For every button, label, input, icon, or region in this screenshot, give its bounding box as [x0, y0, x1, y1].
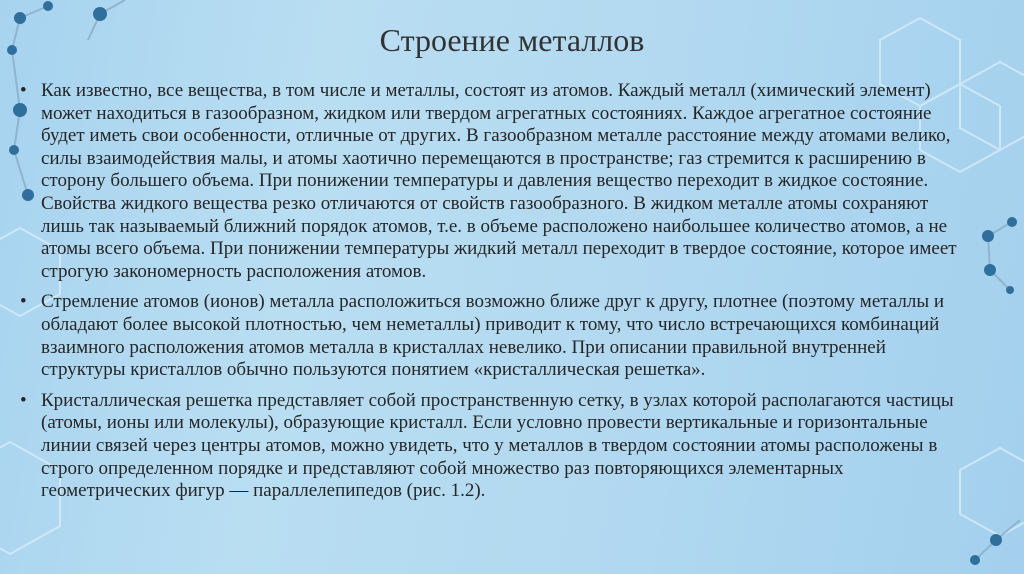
atom-node [984, 264, 996, 276]
atom-node [93, 7, 107, 21]
atom-node [1007, 217, 1017, 227]
atom-node [990, 534, 1002, 546]
bullet-text: Кристаллическая решетка представляет собой пространственную сетку, в узлах которой располагаются частицы (атомы, ионы или молекулы), образующие кристалл. Если условно провести вертикальные и горизонтальные линии связей через центры атомов, можно увидеть, что у металлов в твердом состоянии атомы расположены в строго определенном порядке и представляют собой множество раз повторяющихся элементарных геометрических фигур — параллелепипедов (рис. 1.2). [41, 389, 954, 502]
atom-node [43, 1, 53, 11]
bullet-marker: • [20, 80, 27, 101]
bullet-item [20, 390, 975, 503]
atom-node [9, 145, 19, 155]
bullet-item [20, 291, 975, 381]
atom-node [982, 230, 994, 242]
slide-title: Строение металлов [379, 22, 645, 58]
bullet-marker: • [20, 389, 27, 411]
bullet-item [20, 80, 975, 283]
bullet-text: Как известно, все вещества, в том числе и металлы, состоят из атомов. Каждый металл (химический элемент) может находиться в газообразном, жидком или твердом агрегатных состояниях. Каждое агрегатное состояние будет иметь свои особенности, отличные от других. В газообразном металле расстояние между атомами велико, силы взаимодействия малы, и атомы хаотично перемещаются в пространстве; газ стремится к расширению в сторону большего объема. При понижении температуры и давления вещество переходит в жидкое состояние. Свойства жидкого вещества резко отличаются от свойств газообразного. В жидком металле атомы сохраняют лишь так называемый ближний порядок атомов, т.е. в объеме расположено наибольшее количество атомов, а не атомы всего объема. При понижении температуры жидкий металл переходит в твердое состояние, которое имеет строгую закономерность расположения атомов. [41, 80, 957, 282]
atom-node [1006, 286, 1014, 294]
bullet-marker: • [20, 291, 27, 313]
bullet-text: Стремление атомов (ионов) металла расположиться возможно ближе друг к другу, плотнее (поэтому металлы и обладают более высокой плотностью, чем неметаллы) приводит к тому, что число встречающихся комбинаций взаимного расположения атомов металла в кристаллах невелико. При описании правильной внутренней структуры кристаллов обычно пользуются понятием «кристаллическая решетка». [41, 291, 945, 381]
atom-node [970, 555, 980, 565]
slide-body [20, 80, 975, 511]
